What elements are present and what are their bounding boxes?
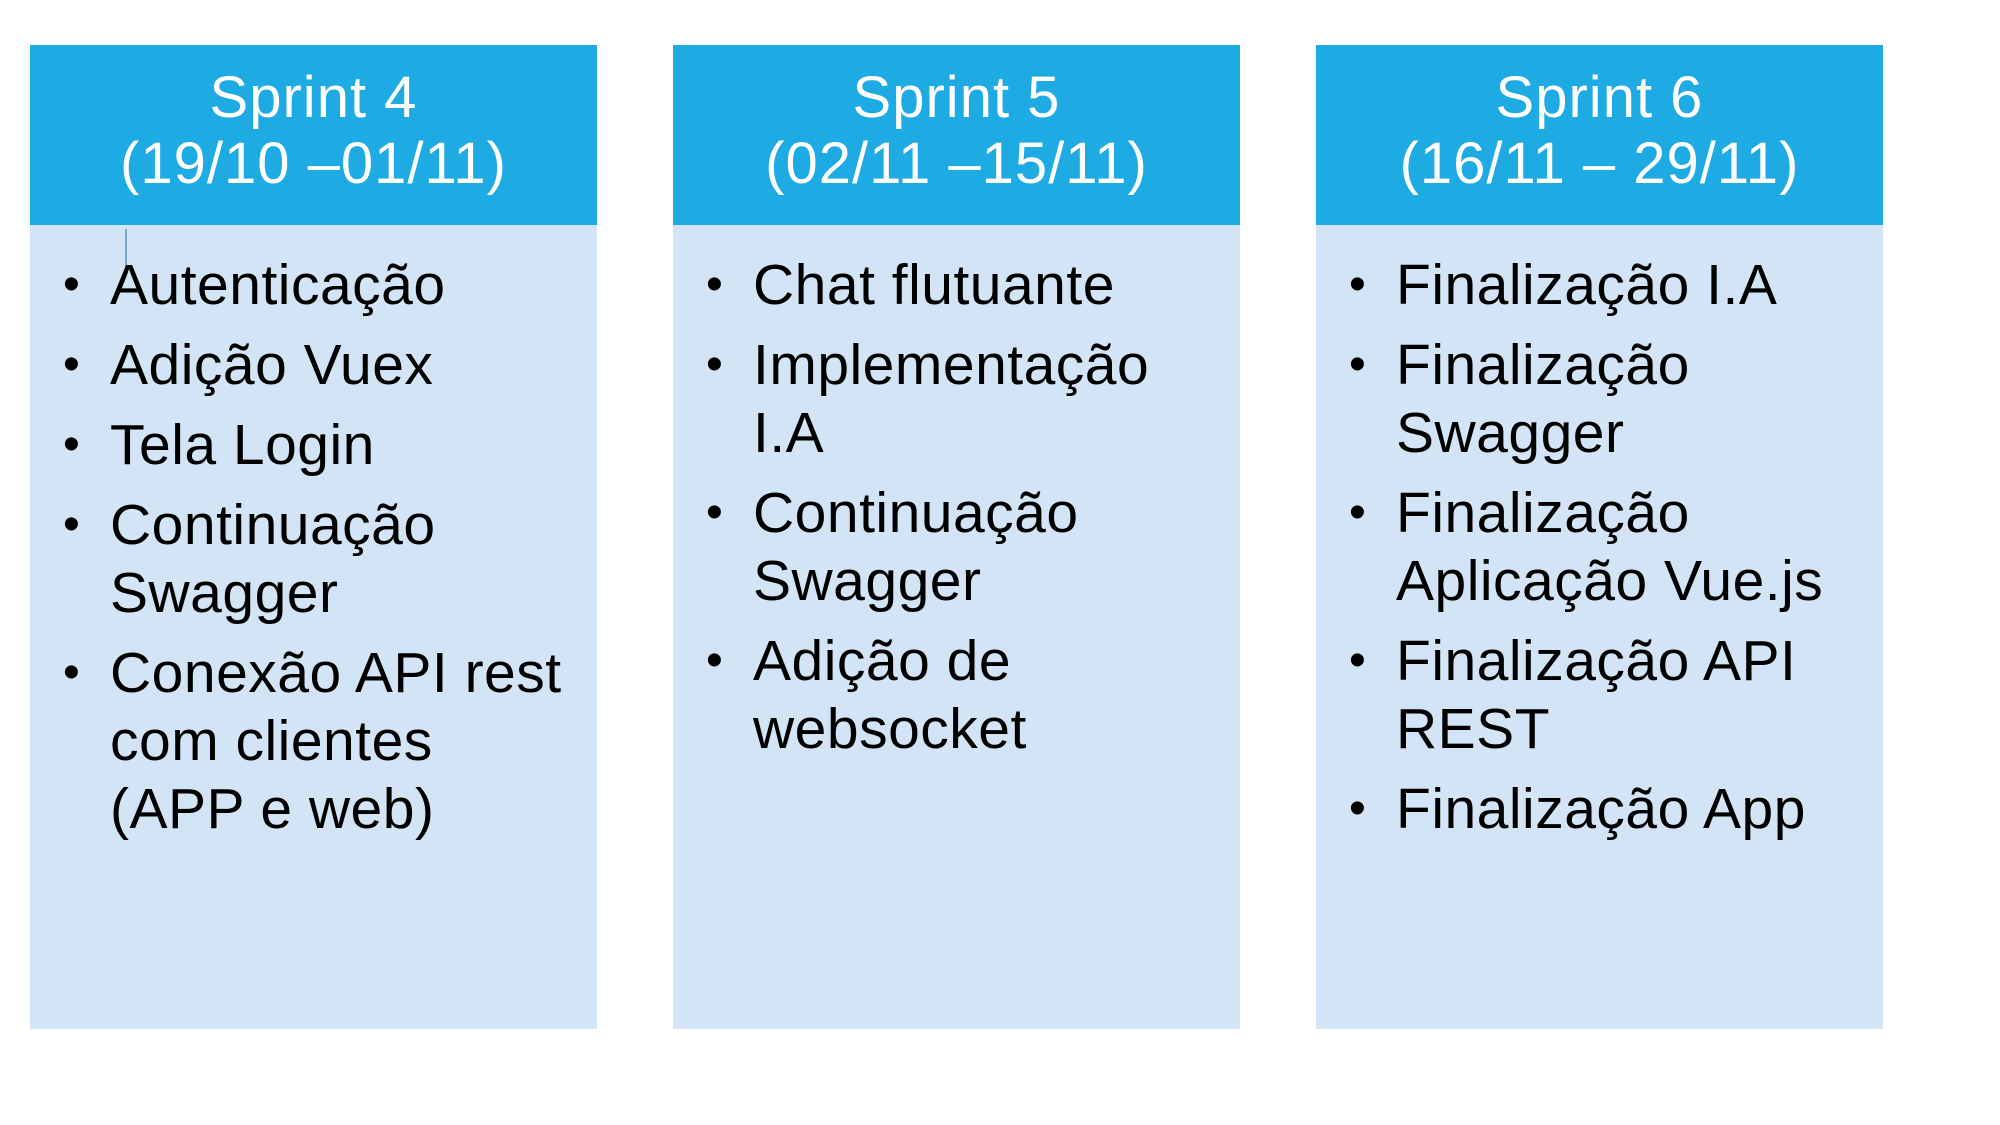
bullet-icon: • bbox=[706, 486, 724, 539]
task-item bbox=[1349, 479, 1863, 615]
task-item bbox=[63, 331, 577, 399]
sprint-tasks bbox=[673, 225, 1240, 1029]
sprint-title: Sprint 5 bbox=[852, 65, 1061, 130]
bullet-icon: • bbox=[706, 338, 724, 391]
task-label: Finalização Aplicação Vue.js bbox=[1396, 481, 1824, 613]
sprint-title: Sprint 4 bbox=[209, 65, 418, 130]
task-label: Finalização I.A bbox=[1396, 253, 1778, 317]
bullet-icon: • bbox=[1349, 258, 1367, 311]
sprint-tasks bbox=[30, 225, 597, 1029]
task-label: Adição Vuex bbox=[110, 333, 434, 397]
bullet-icon: • bbox=[63, 418, 81, 471]
bullet-icon: • bbox=[1349, 782, 1367, 835]
bullet-icon: • bbox=[63, 646, 81, 699]
sprint-header bbox=[673, 45, 1240, 225]
task-item bbox=[1349, 775, 1863, 843]
sprint-header bbox=[30, 45, 597, 225]
bullet-icon: • bbox=[1349, 634, 1367, 687]
task-item bbox=[63, 491, 577, 627]
bullet-icon: • bbox=[706, 258, 724, 311]
sprint-tasks bbox=[1316, 225, 1883, 1029]
bullet-icon: • bbox=[63, 498, 81, 551]
task-item bbox=[1349, 251, 1863, 319]
sprint-title: Sprint 6 bbox=[1495, 65, 1704, 130]
task-list bbox=[1316, 251, 1883, 843]
task-label: Continuação Swagger bbox=[753, 481, 1079, 613]
sprint-column-5 bbox=[673, 45, 1240, 1029]
sprint-header bbox=[1316, 45, 1883, 225]
task-label: Finalização App bbox=[1396, 777, 1806, 841]
task-label: Adição de websocket bbox=[753, 629, 1027, 761]
task-label: Implementação I.A bbox=[753, 333, 1150, 465]
sprint-column-6 bbox=[1316, 45, 1883, 1029]
task-item bbox=[706, 251, 1220, 319]
bullet-icon: • bbox=[63, 258, 81, 311]
task-label: Conexão API rest com clientes (APP e web) bbox=[110, 641, 562, 841]
bullet-icon: • bbox=[706, 634, 724, 687]
task-item bbox=[63, 251, 577, 319]
task-label: Finalização API REST bbox=[1396, 629, 1797, 761]
task-item bbox=[63, 639, 577, 843]
bullet-icon: • bbox=[1349, 486, 1367, 539]
sprint-column-4 bbox=[30, 45, 597, 1029]
task-item bbox=[63, 411, 577, 479]
task-label: Continuação Swagger bbox=[110, 493, 436, 625]
task-list bbox=[30, 251, 597, 843]
bullet-icon: • bbox=[63, 338, 81, 391]
task-item bbox=[706, 331, 1220, 467]
task-item bbox=[1349, 627, 1863, 763]
task-label: Finalização Swagger bbox=[1396, 333, 1690, 465]
task-item bbox=[1349, 331, 1863, 467]
task-label: Chat flutuante bbox=[753, 253, 1115, 317]
bullet-icon: • bbox=[1349, 338, 1367, 391]
task-item bbox=[706, 479, 1220, 615]
task-label: Autenticação bbox=[110, 253, 446, 317]
sprint-dates: (02/11 –15/11) bbox=[765, 131, 1148, 196]
sprint-dates: (19/10 –01/11) bbox=[120, 131, 507, 196]
task-item bbox=[706, 627, 1220, 763]
task-list bbox=[673, 251, 1240, 763]
task-label: Tela Login bbox=[110, 413, 375, 477]
sprint-dates: (16/11 – 29/11) bbox=[1399, 131, 1800, 196]
